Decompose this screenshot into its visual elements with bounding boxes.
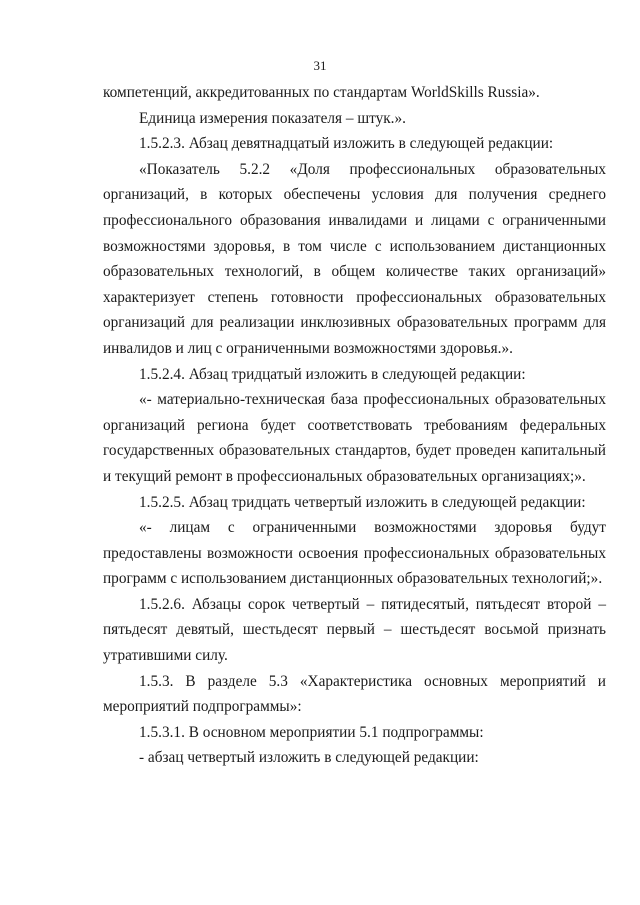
page-number: 31 — [313, 58, 327, 73]
paragraph: компетенций, аккредитованных по стандартам WorldSkills Russia». — [103, 84, 540, 101]
paragraph: Единица измерения показателя – штук.». — [139, 109, 406, 127]
paragraph: «- лицам с ограниченными возможностями здоровья будут предоставлены возможности освоения профессиональных образовательных программ с использованием дистанционных образовательных технологий;». — [103, 519, 606, 588]
paragraph: 1.5.2.5. Абзац тридцать четвертый изложить в следующей редакции: — [139, 493, 586, 511]
paragraph: - абзац четвертый изложить в следующей редакции: — [139, 749, 479, 767]
paragraph: «Показатель 5.2.2 «Доля профессиональных образовательных организаций, в которых обеспечены условия для получения среднего профессионального образования инвалидами и лицами с ограниченными возможностями здоровья, в том числе с использованием дистанционных образовательных технологий, в общем количестве таких организаций» характеризует степень готовности профессиональных образовательных организаций для реализации инклюзивных образовательных программ для инвалидов и лиц с ограниченными возможностями здоровья.». — [103, 160, 606, 357]
paragraph: 1.5.3. В разделе 5.3 «Характеристика основных мероприятий и мероприятий подпрограммы»: — [103, 672, 606, 716]
paragraph: «- материально-техническая база профессиональных образовательных организаций региона будет соответствовать требованиям федеральных государственных образовательных стандартов, будет проведен капитальный и текущий ремонт в профессиональных образовательных организациях;». — [103, 391, 606, 485]
paragraph: 1.5.2.3. Абзац девятнадцатый изложить в следующей редакции: — [139, 135, 554, 153]
document-body — [103, 80, 606, 771]
paragraph: 1.5.2.6. Абзацы сорок четвертый – пятидесятый, пятьдесят второй – пятьдесят девятый, шестьдесят первый – шестьдесят восьмой признать утратившими силу. — [103, 595, 606, 665]
paragraph: 1.5.2.4. Абзац тридцатый изложить в следующей редакции: — [139, 365, 526, 383]
paragraph: 1.5.3.1. В основном мероприятии 5.1 подпрограммы: — [139, 723, 484, 741]
